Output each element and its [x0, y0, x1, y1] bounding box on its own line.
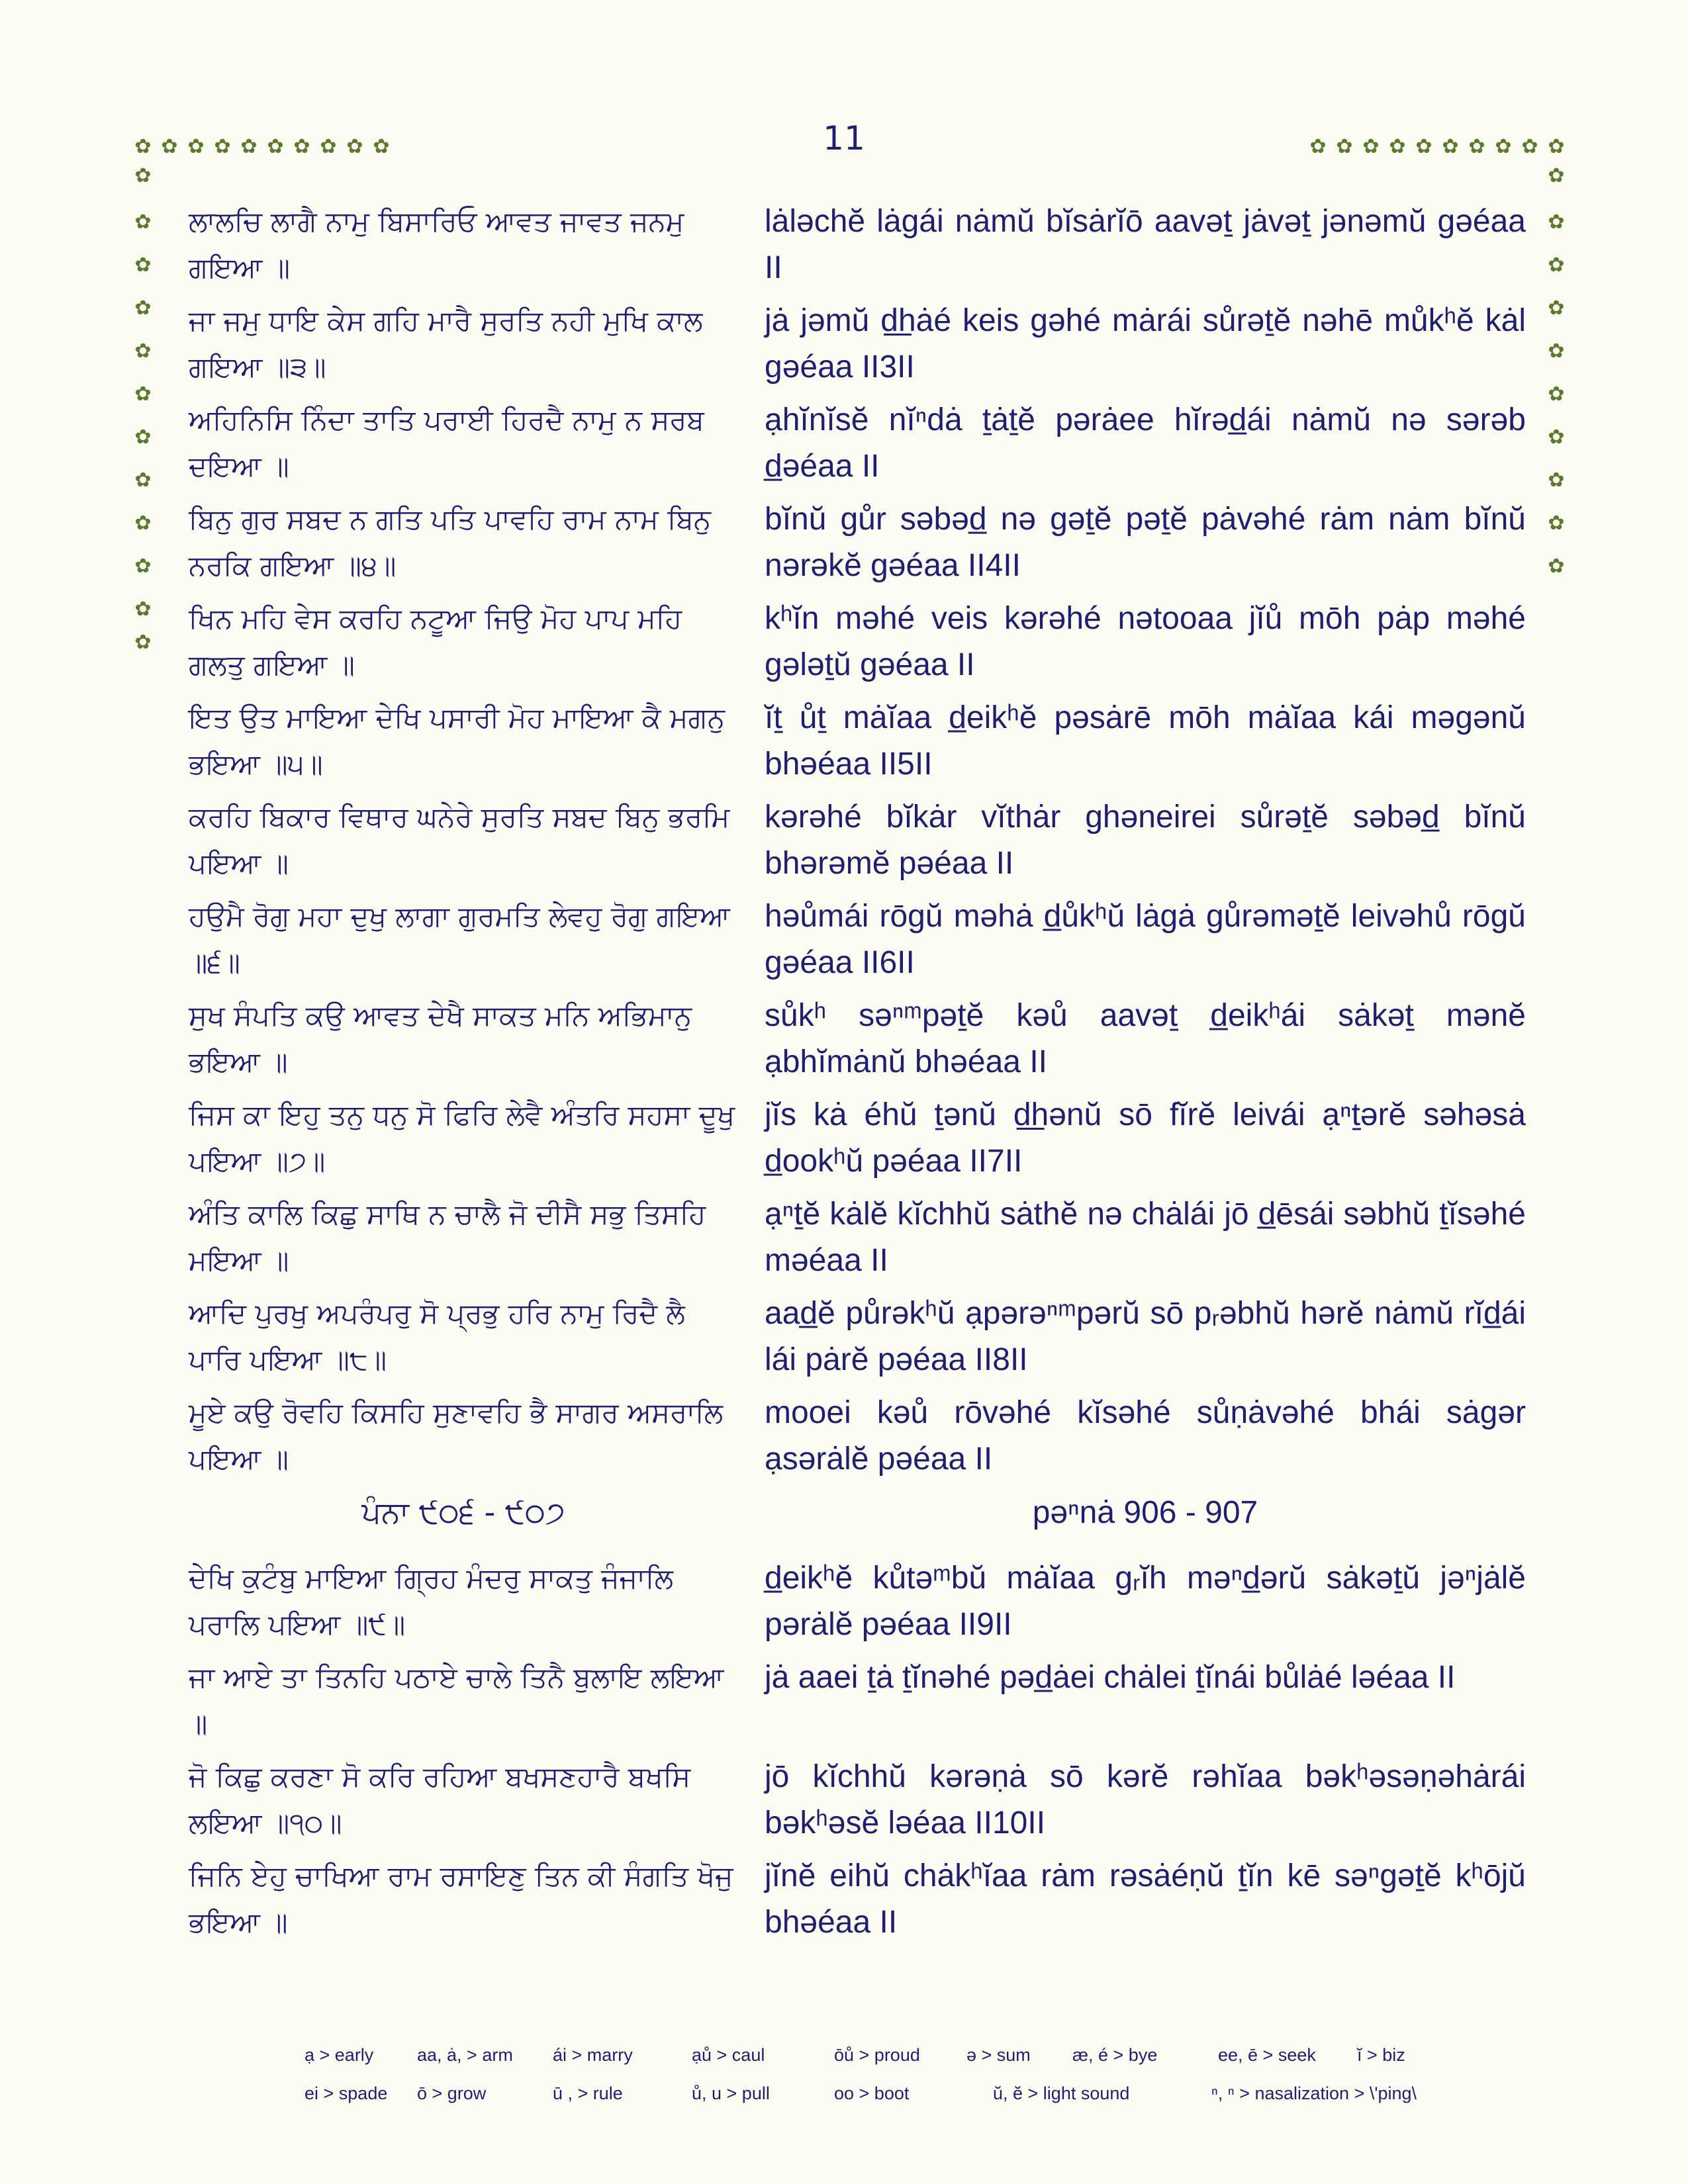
gurmukhi-line: ਜਾ ਆਏ ਤਾ ਤਿਨਹਿ ਪਠਾਏ ਚਾਲੇ ਤਿਨੈ ਬੁਲਾਇ ਲਇਆ ॥	[189, 1661, 724, 1740]
flower-icon: ✿	[240, 135, 258, 158]
gurmukhi-line: ਹਉਮੈ ਰੋਗੁ ਮਹਾ ਦੁਖੁ ਲਾਗਾ ਗੁਰਮਤਿ ਲੇਵਹੁ ਰੋਗੁ ਗਇਆ ॥੬॥	[189, 900, 730, 979]
flower-icon: ✿	[346, 135, 363, 158]
gurmukhi-line: ਅੰਤਿ ਕਾਲਿ ਕਿਛੁ ਸਾਥਿ ਨ ਚਾਲੈ ਜੋ ਦੀਸੈ ਸਭੁ ਤਿਸਹਿ ਮਇਆ ॥	[189, 1198, 706, 1277]
gurmukhi-line: ਜਾ ਜਮੁ ਧਾਇ ਕੇਸ ਗਹਿ ਮਾਰੈ ਸੁਰਤਿ ਨਹੀ ਮੁਖਿ ਕਾਲ ਗਇਆ ॥੩॥	[189, 304, 703, 383]
legend-item: ə > sum	[966, 2045, 1031, 2065]
flower-icon: ✿	[1495, 135, 1512, 158]
flower-icon: ✿	[267, 135, 284, 158]
gurmukhi-line: ਖਿਨ ਮਹਿ ਵੇਸ ਕਰਹਿ ਨਟੂਆ ਜਿਉ ਮੋਹ ਪਾਪ ਮਹਿ ਗਲਤੁ ਗਇਆ ॥	[189, 602, 682, 681]
verse-row	[189, 1853, 1526, 1952]
transliteration-line: jĭs kȧ éhŭ ṯənŭ d͟hənŭ sō fĭrĕ leivái ạⁿṯərĕ səhəsȧ d̲ookʰŭ pəéaa II7II	[765, 1097, 1526, 1179]
flower-icon: ✿	[214, 135, 231, 158]
verse-row	[189, 1655, 1526, 1754]
transliteration-line: lȧləchĕ lȧgái nȧmŭ bĭsȧrĭō aavəṯ jȧvəṯ jənəmŭ gəéaa II	[765, 204, 1526, 285]
gurmukhi-line: ਕਰਹਿ ਬਿਕਾਰ ਵਿਥਾਰ ਘਨੇਰੇ ਸੁਰਤਿ ਸਬਦ ਬਿਨੁ ਭਰਮਿ ਪਇਆ ॥	[189, 801, 730, 880]
flower-icon: ✿	[134, 210, 152, 234]
flower-icon: ✿	[134, 555, 152, 578]
transliteration-line: həůmái rōgŭ məhȧ d̲ůkʰŭ lȧgȧ gůrəməṯĕ leivəhů rōgŭ gəéaa II6II	[765, 899, 1526, 980]
verse-row	[189, 1390, 1526, 1489]
gurmukhi-line: ਲਾਲਚਿ ਲਾਗੈ ਨਾਮੁ ਬਿਸਾਰਿਓ ਆਵਤ ਜਾਵਤ ਜਨਮੁ ਗਇਆ ॥	[189, 205, 684, 284]
flower-icon: ✿	[134, 426, 152, 449]
gurmukhi-line: ਜਿਨਿ ਏਹੁ ਚਾਖਿਆ ਰਾਮ ਰਸਾਇਣੁ ਤਿਨ ਕੀ ਸੰਗਤਿ ਖੋਜੁ ਭਇਆ ॥	[189, 1860, 733, 1938]
legend-item: oo > boot	[834, 2083, 910, 2103]
legend-item: ō > grow	[417, 2083, 487, 2103]
flower-icon: ✿	[1548, 340, 1565, 363]
flower-icon: ✿	[373, 135, 390, 158]
legend-item: ŭ, ĕ > light sound	[993, 2083, 1130, 2103]
transliteration-line: jȧ aaei ṯȧ ṯĭnəhé pəd̲ȧei chȧlei ṯĭnái bůlȧé ləéaa II	[765, 1660, 1456, 1695]
flower-icon: ✿	[1548, 296, 1565, 320]
flower-icon: ✿	[134, 469, 152, 492]
verse-row	[189, 199, 1526, 298]
flower-icon: ✿	[1309, 135, 1327, 158]
verse-row	[189, 1754, 1526, 1853]
page-reference-gurmukhi: ਪੰਨਾ ੯੦੬ - ੯੦੭	[361, 1494, 565, 1530]
legend-item: æ, é > bye	[1072, 2045, 1158, 2065]
legend-item: aa, ȧ, > arm	[417, 2045, 513, 2065]
verse-row	[189, 397, 1526, 496]
flower-icon: ✿	[134, 296, 152, 320]
transliteration-line: bĭnŭ gůr səbəd̲ nə gəṯĕ pəṯĕ pȧvəhé rȧm nȧm bĭnŭ nərəkĕ gəéaa II4II	[765, 502, 1526, 583]
verse-row	[189, 298, 1526, 397]
verse-row	[189, 1291, 1526, 1390]
verse-row	[189, 1555, 1526, 1655]
page-number: 11	[823, 119, 865, 158]
verse-row	[189, 893, 1526, 993]
gurmukhi-line: ਸੁਖ ਸੰਪਤਿ ਕਉ ਆਵਤ ਦੇਖੈ ਸਾਕਤ ਮਨਿ ਅਭਿਮਾਨੁ ਭਇਆ ॥	[189, 999, 692, 1078]
gurmukhi-line: ਮੂਏ ਕਉ ਰੋਵਹਿ ਕਿਸਹਿ ਸੁਣਾਵਹਿ ਭੈ ਸਾਗਰ ਅਸਰਾਲਿ ਪਇਆ ॥	[189, 1396, 724, 1475]
verse-row	[189, 794, 1526, 893]
transliteration-line: kərəhé bĭkȧr vĭthȧr ghəneirei sůrəṯĕ səbəd̲ bĭnŭ bhərəmĕ pəéaa II	[765, 799, 1526, 881]
pronunciation-legend-row	[305, 2045, 1456, 2078]
legend-item: ōů > proud	[834, 2045, 920, 2065]
flower-icon: ✿	[1548, 253, 1565, 277]
verse-row	[189, 596, 1526, 695]
legend-item: ĭ > biz	[1357, 2045, 1405, 2065]
legend-item: ⁿ, ⁿ > nasalization > \'ping\	[1211, 2083, 1417, 2103]
flower-icon: ✿	[1521, 135, 1538, 158]
flower-icon: ✿	[134, 598, 152, 621]
flower-icon: ✿	[134, 383, 152, 406]
transliteration-line: sůkʰ səⁿᵐpəṯĕ kəů aavəṯ d̲eikʰái sȧkəṯ mənĕ ạbhĭmȧnŭ bhəéaa II	[765, 998, 1526, 1079]
legend-item: ạů > caul	[692, 2045, 765, 2065]
flower-icon: ✿	[1548, 469, 1565, 492]
verse-row	[189, 1191, 1526, 1291]
legend-item: ů, u > pull	[692, 2083, 770, 2103]
flower-icon: ✿	[1442, 135, 1459, 158]
flower-icon: ✿	[161, 135, 178, 158]
legend-item: ạ > early	[305, 2045, 374, 2065]
flower-icon: ✿	[1415, 135, 1432, 158]
gurmukhi-line: ਬਿਨੁ ਗੁਰ ਸਬਦ ਨ ਗਤਿ ਪਤਿ ਪਾਵਹਿ ਰਾਮ ਨਾਮ ਬਿਨੁ ਨਰਕਿ ਗਇਆ ॥੪॥	[189, 503, 712, 582]
flower-icon: ✿	[1468, 135, 1485, 158]
flower-icon: ✿	[293, 135, 310, 158]
transliteration-line: d̲eikʰĕ kůtəᵐbŭ mȧĭaa gᵣĭh məⁿd̲ərŭ sȧkəṯŭ jəⁿjȧlĕ pərȧlĕ pəéaa II9II	[765, 1561, 1526, 1642]
legend-item: ái > marry	[553, 2045, 633, 2065]
flower-icon: ✿	[134, 631, 152, 654]
flower-icon: ✿	[1362, 135, 1380, 158]
flower-icon: ✿	[134, 253, 152, 277]
flower-icon: ✿	[1548, 164, 1565, 187]
flower-icon: ✿	[320, 135, 337, 158]
transliteration-line: ĭṯ ůṯ mȧĭaa d̲eikʰĕ pəsȧrē mōh mȧĭaa kái məgənŭ bhəéaa II5II	[765, 700, 1526, 782]
transliteration-line: jō kĭchhŭ kərəṇȧ sō kərĕ rəhĭaa bəkʰəsəṇəhȧrái bəkʰəsĕ ləéaa II10II	[765, 1759, 1526, 1841]
flower-icon: ✿	[134, 135, 152, 158]
gurmukhi-line: ਜਿਸ ਕਾ ਇਹੁ ਤਨੁ ਧਨੁ ਸੋ ਫਿਰਿ ਲੇਵੈ ਅੰਤਰਿ ਸਹਸਾ ਦੂਖੁ ਪਇਆ ॥੭॥	[189, 1099, 735, 1177]
gurmukhi-line: ਆਦਿ ਪੁਰਖੁ ਅਪਰੰਪਰੁ ਸੋ ਪ੍ਰਭੁ ਹਰਿ ਨਾਮੁ ਰਿਦੈ ਲੈ ਪਾਰਿ ਪਇਆ ॥੮॥	[189, 1297, 685, 1376]
flower-icon: ✿	[187, 135, 205, 158]
transliteration-line: aad̲ĕ půrəkʰŭ ạpərəⁿᵐpərŭ sō pᵣəbhŭ hərĕ nȧmŭ rĭd̲ái lái pȧrĕ pəéaa II8II	[765, 1296, 1526, 1377]
gurmukhi-line: ਜੋ ਕਿਛੁ ਕਰਣਾ ਸੋ ਕਰਿ ਰਹਿਆ ਬਖਸਣਹਾਰੈ ਬਖਸਿ ਲਇਆ ॥੧੦॥	[189, 1760, 691, 1839]
flower-icon: ✿	[1336, 135, 1353, 158]
gurmukhi-line: ਅਹਿਨਿਸਿ ਨਿੰਦਾ ਤਾਤਿ ਪਰਾਈ ਹਿਰਦੈ ਨਾਮੁ ਨ ਸਰਬ ਦਇਆ ॥	[189, 404, 704, 482]
flower-icon: ✿	[1548, 555, 1565, 578]
legend-item: ei > spade	[305, 2083, 388, 2103]
flower-icon: ✿	[1389, 135, 1406, 158]
flower-icon: ✿	[1548, 512, 1565, 535]
verse-row	[189, 496, 1526, 596]
pronunciation-legend-row	[305, 2083, 1456, 2116]
legend-item: ū , > rule	[553, 2083, 623, 2103]
gurmukhi-line: ਦੇਖਿ ਕੁਟੰਬੁ ਮਾਇਆ ਗ੍ਰਿਹ ਮੰਦਰੁ ਸਾਕਤੁ ਜੰਜਾਲਿ ਪਰਾਲਿ ਪਇਆ ॥੯॥	[189, 1562, 674, 1641]
verse-row	[189, 1092, 1526, 1191]
flower-icon: ✿	[1548, 383, 1565, 406]
verse-row	[189, 695, 1526, 794]
transliteration-line: ạⁿṯĕ kȧlĕ kĭchhŭ sȧthĕ nə chȧlái jō d̲ēsái səbhŭ ṯĭsəhé məéaa II	[765, 1197, 1526, 1278]
flower-icon: ✿	[134, 512, 152, 535]
flower-icon: ✿	[134, 340, 152, 363]
flower-icon: ✿	[1548, 426, 1565, 449]
verse-row	[189, 993, 1526, 1092]
gurmukhi-line: ਇਤ ਉਤ ਮਾਇਆ ਦੇਖਿ ਪਸਾਰੀ ਮੋਹ ਮਾਇਆ ਕੈ ਮਗਨੁ ਭਇਆ ॥੫॥	[189, 702, 726, 780]
transliteration-line: ạhĭnĭsĕ nĭⁿdȧ ṯȧṯĕ pərȧee hĭrəd̲ái nȧmŭ nə sərəb d̲əéaa II	[765, 402, 1526, 484]
flower-icon: ✿	[1548, 135, 1565, 158]
flower-icon: ✿	[1548, 210, 1565, 234]
flower-icon: ✿	[134, 164, 152, 187]
transliteration-line: jȧ jəmŭ d͟hȧé keis gəhé mȧrái sůrəṯĕ nəhē můkʰĕ kȧl gəéaa II3II	[765, 303, 1526, 385]
page-reference-transliteration: pəⁿnȧ 906 - 907	[1032, 1495, 1258, 1530]
transliteration-line: mooei kəů rōvəhé kĭsəhé sůṇȧvəhé bhái sȧgər ạsərȧlĕ pəéaa II	[765, 1395, 1526, 1477]
transliteration-line: kʰĭn məhé veis kərəhé nətooaa jĭů mōh pȧp məhé gələṯŭ gəéaa II	[765, 601, 1526, 682]
transliteration-line: jĭnĕ eihŭ chȧkʰĭaa rȧm rəsȧéṇŭ ṯĭn kē səⁿgəṯĕ kʰōjŭ bhəéaa II	[765, 1858, 1526, 1940]
legend-item: ee, ē > seek	[1218, 2045, 1316, 2065]
